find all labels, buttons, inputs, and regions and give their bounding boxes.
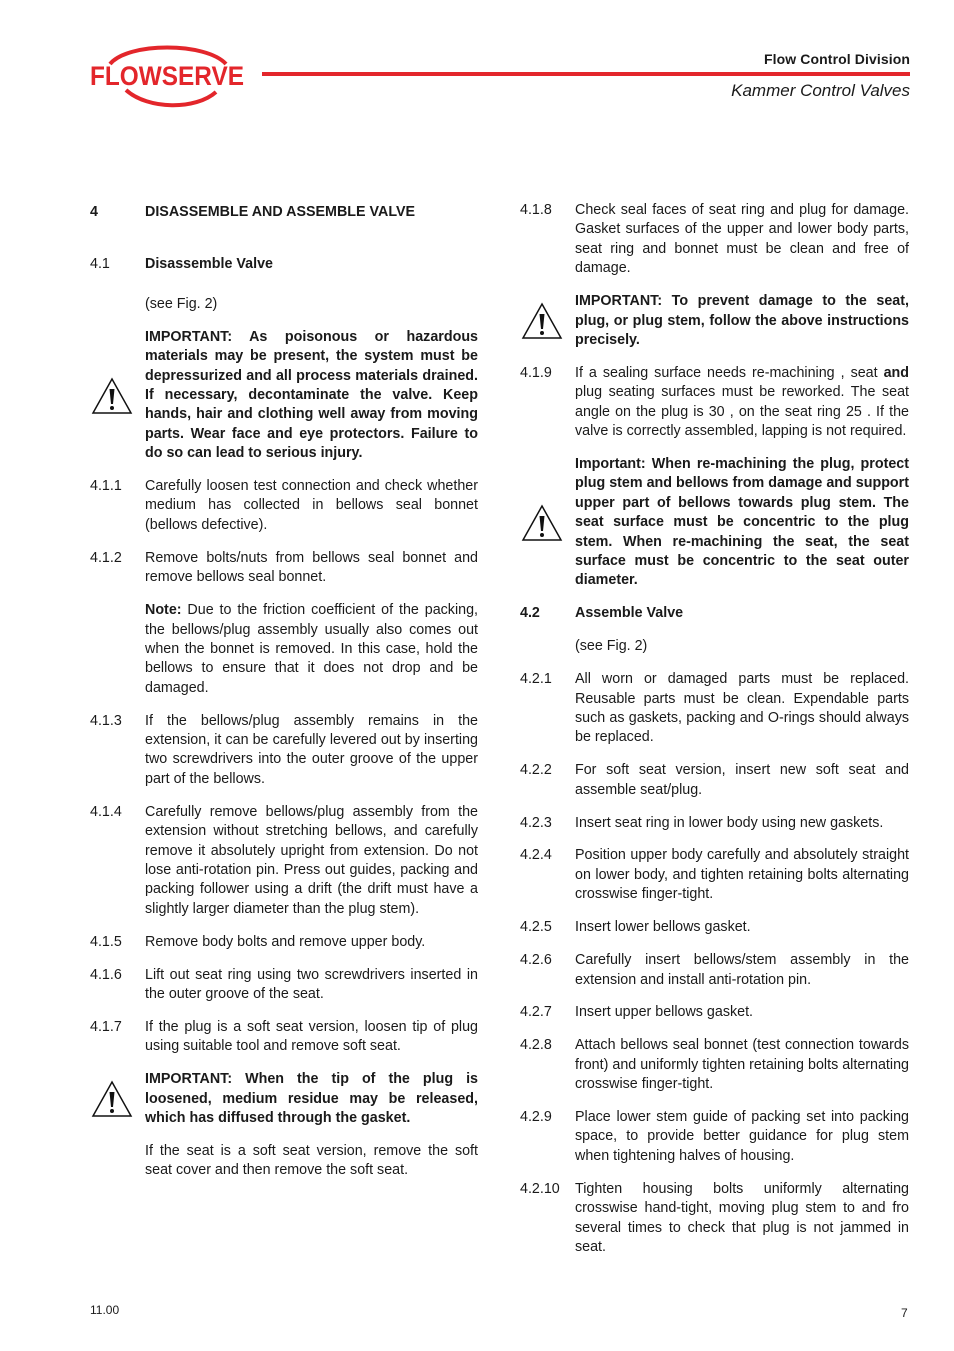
step-number: 4.1.9 — [520, 364, 552, 381]
step-item — [90, 1018, 478, 1057]
step-text: For soft seat version, insert new soft seat and assemble seat/plug. — [575, 762, 909, 798]
step-item — [90, 933, 478, 952]
section-4-2-heading — [520, 604, 909, 623]
step-item — [520, 951, 909, 990]
step-item — [90, 549, 478, 588]
warning-text: Important: When re-machining the plug, protect plug stem and bellows from damage and support upper part of bellows towards plug stem. The seat surface must be concentric to the plug stem. When re-machining the seat, the seat surface must be concentric to the seat outer diameter. — [575, 455, 909, 589]
section-title: Disassemble Valve — [145, 256, 273, 273]
footer-date: 11.00 — [90, 1303, 120, 1317]
warning-text: IMPORTANT: When the tip of the plug is loosened, medium residue may be released, which has diffused through the gasket. — [145, 1071, 478, 1127]
step-item — [520, 1003, 909, 1022]
step-number: 4.1.8 — [520, 202, 552, 218]
step-text-part: If a sealing surface needs re-machining , seat — [575, 364, 884, 381]
step-number: 4.2.3 — [520, 814, 552, 831]
left-column — [90, 203, 478, 1194]
step-number: 4.1.7 — [90, 1018, 122, 1035]
step-text: If the bellows/plug assembly remains in the extension, it can be carefully levered out by inserting two screwdrivers into the outer groove of the upper part of the bellows. — [145, 712, 478, 787]
step-text: Insert lower bellows gasket. — [575, 919, 751, 936]
warning-block — [520, 292, 909, 350]
step-number: 4.2.2 — [520, 762, 552, 779]
section-number: 4.2 — [520, 605, 540, 622]
step-number: 4.2.10 — [520, 1180, 560, 1197]
warning-text: IMPORTANT: As poisonous or hazardous materials may be present, the system must be depressurized and all process materials drained. If necessary, decontaminate the valve. Keep hands, hair and clothing well away from moving parts. Wear face and eye protectors. Failure to do so can lead to serious injury. — [145, 328, 478, 462]
step-text — [575, 364, 909, 442]
section-title: DISASSEMBLE AND ASSEMBLE VALVE — [145, 204, 416, 220]
step-text: Remove body bolts and remove upper body. — [145, 933, 426, 950]
step-text: Tighten housing bolts uniformly alternating crosswise hand-tight, moving plug stem to and fro several times to check that plug is not jammed in seat. — [575, 1180, 909, 1255]
step-item — [90, 712, 478, 790]
step-number: 4.1.2 — [90, 549, 122, 566]
step-text: Insert seat ring in lower body using new gaskets. — [575, 814, 884, 831]
section-title: Assemble Valve — [575, 605, 684, 622]
warning-block — [90, 328, 478, 464]
note-text: Due to the friction coefficient of the packing, the bellows/plug assembly usually also comes out when the bonnet is removed. In this case, hold the bellows to ensure that it does not drop and be damaged. — [145, 602, 478, 696]
step-text-part: plug seating surfaces must be reworked. The seat angle on the plug is 30 , on the seat ring 25 . If the valve is correctly assembled, lapping is not required. — [575, 384, 909, 440]
division-title: Flow Control Division — [764, 51, 910, 67]
step-text: Carefully insert bellows/stem assembly in the extension and install anti-rotation pin. — [575, 952, 909, 988]
step-item — [520, 201, 909, 279]
step-number: 4.1.5 — [90, 933, 122, 950]
warning-icon — [520, 301, 575, 341]
step-item — [520, 1036, 909, 1094]
step-number: 4.1.4 — [90, 803, 122, 820]
warning-icon — [90, 1079, 145, 1119]
right-column — [520, 201, 909, 1271]
step-text: Lift out seat ring using two screwdrivers inserted in the outer groove of the seat. — [145, 966, 478, 1002]
step-item — [520, 761, 909, 800]
step-text: Remove bolts/nuts from bellows seal bonnet and remove bellows seal bonnet. — [145, 549, 478, 586]
see-fig-note: (see Fig. 2) — [145, 295, 218, 312]
product-title: Kammer Control Valves — [731, 81, 910, 100]
step-item — [90, 966, 478, 1005]
step-item — [520, 1180, 909, 1258]
step-number: 4.1.6 — [90, 966, 122, 983]
step-item — [520, 670, 909, 748]
flowserve-logo — [88, 44, 248, 108]
step-number: 4.2.5 — [520, 919, 552, 936]
step-number: 4.2.1 — [520, 671, 552, 688]
note-label: Note: — [145, 602, 182, 619]
step-item — [520, 1108, 909, 1166]
page-number: 7 — [901, 1306, 908, 1320]
warning-icon — [90, 376, 145, 416]
step-number: 4.1.3 — [90, 712, 122, 729]
logo-text: FLOWSERVE — [90, 61, 244, 91]
header-rule — [262, 72, 910, 76]
step-text-bold: and — [883, 364, 909, 381]
step-item — [90, 477, 478, 535]
warning-block — [520, 455, 909, 591]
section-4-heading — [90, 203, 478, 222]
step-number: 4.2.4 — [520, 847, 552, 864]
step-item — [520, 846, 909, 904]
step-item — [520, 364, 909, 442]
step-text: Carefully loosen test connection and check whether medium has collected in bellows seal bonnet (bellows defective). — [145, 478, 478, 533]
step-text: Position upper body carefully and absolutely straight on lower body, and tighten retaining bolts alternating crosswise finger-tight. — [575, 847, 909, 903]
step-text: If the plug is a soft seat version, loosen tip of plug using suitable tool and remove soft seat. — [145, 1018, 478, 1055]
step-text: All worn or damaged parts must be replaced. Reusable parts must be clean. Expendable parts such as gaskets, packing and O-rings should always be replaced. — [575, 671, 909, 746]
step-item — [520, 918, 909, 937]
warning-text: IMPORTANT: To prevent damage to the seat, plug, or plug stem, follow the above instructions precisely. — [575, 293, 909, 348]
warning-block — [90, 1070, 478, 1128]
step-number: 4.1.1 — [90, 478, 122, 495]
step-number: 4.2.8 — [520, 1037, 552, 1054]
section-number: 4 — [90, 204, 98, 220]
step-number: 4.2.9 — [520, 1109, 552, 1126]
step-number: 4.2.7 — [520, 1004, 552, 1021]
section-4-1-heading — [90, 255, 478, 274]
step-text: Attach bellows seal bonnet (test connection towards front) and uniformly tighten retaining bolts alternating crosswise finger-tight. — [575, 1037, 909, 1093]
step-text: Carefully remove bellows/plug assembly from the extension without stretching bellows, and carefully remove it absolutely upright from extension. Do not lose anti-rotation pin. Press out guides, packing and packing follower using a drift (the drift must have a slightly larger diameter than the plug stem). — [145, 803, 478, 917]
step-text: Place lower stem guide of packing set into packing space, to provide better guidance for plug stem when tightening halves of housing. — [575, 1109, 909, 1164]
step-text: Insert upper bellows gasket. — [575, 1004, 754, 1021]
note-paragraph — [90, 601, 478, 698]
step-item — [90, 803, 478, 919]
see-fig-note: (see Fig. 2) — [575, 638, 648, 655]
warning-icon — [520, 503, 575, 543]
section-number: 4.1 — [90, 256, 110, 273]
step-number: 4.2.6 — [520, 952, 552, 969]
soft-seat-paragraph: If the seat is a soft seat version, remove the soft seat cover and then remove the soft seat. — [145, 1142, 478, 1179]
step-text: Check seal faces of seat ring and plug for damage. Gasket surfaces of the upper and lower body parts, seat ring and bonnet must be clean and free of damage. — [575, 202, 909, 277]
step-item — [520, 814, 909, 833]
